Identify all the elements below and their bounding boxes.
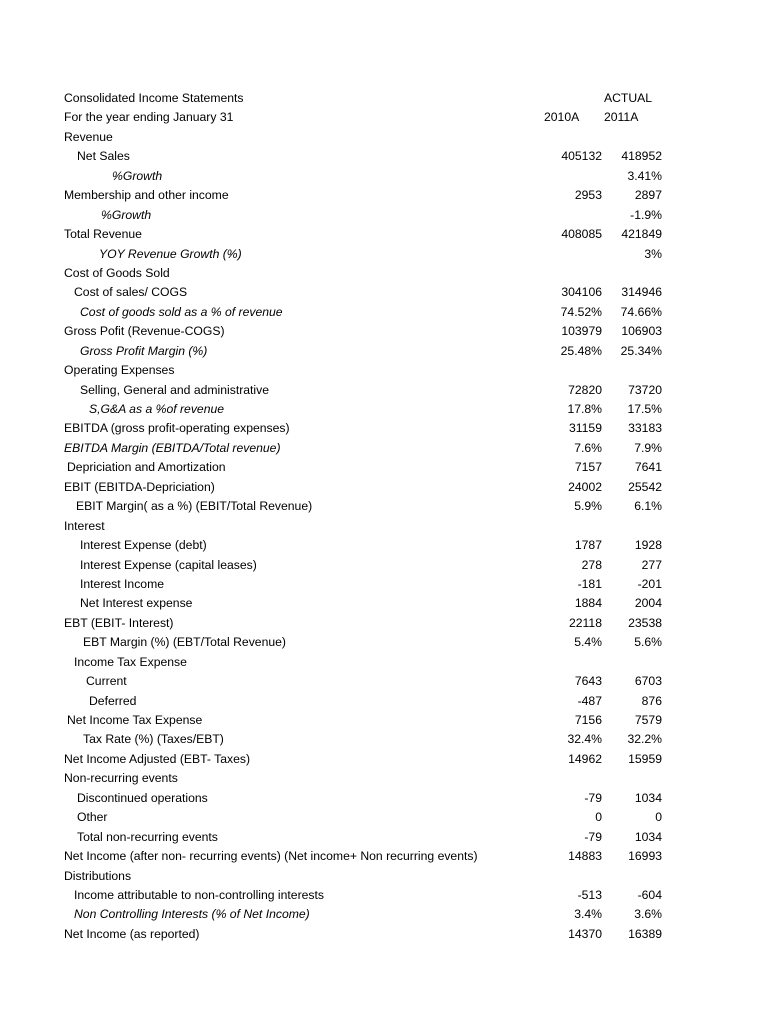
cell-2011a: 6.1% (634, 499, 662, 514)
cell-2010a: 31159 (569, 421, 602, 436)
cell-2011a: 1034 (634, 829, 662, 844)
cell-2010a: 72820 (568, 382, 602, 397)
row-label: S,G&A as a %of revenue (89, 402, 225, 416)
table-row (0, 167, 768, 186)
table-row (0, 419, 768, 438)
cell-2011a: -201 (637, 576, 662, 591)
cell-2010a: 17.8% (567, 402, 602, 416)
row-label: Distributions (64, 868, 132, 883)
row-label: Net Income Tax Expense (67, 713, 203, 727)
row-label: Current (86, 674, 127, 689)
cell-2011a: 0 (655, 810, 662, 825)
statement-title: Consolidated Income Statements (64, 91, 244, 105)
table-row (0, 147, 768, 166)
table-row (0, 439, 768, 458)
row-label: Selling, General and administrative (80, 382, 270, 397)
table-row (0, 653, 768, 672)
cell-2010a: 405132 (561, 149, 602, 164)
cell-2010a: 2953 (574, 188, 602, 203)
cell-2010a: 0 (595, 810, 602, 825)
cell-2011a: 2004 (634, 596, 662, 611)
table-row (0, 886, 768, 905)
row-label: Non-recurring events (64, 771, 178, 786)
row-label: EBIT (EBITDA-Depriciation) (64, 479, 215, 494)
cell-2011a: 7641 (634, 460, 662, 475)
table-row (0, 186, 768, 205)
table-row (0, 614, 768, 633)
cell-2011a: 3.6% (634, 907, 662, 922)
table-row (0, 381, 768, 400)
cell-2011a: -1.9% (630, 207, 662, 222)
cell-2011a: 16389 (628, 926, 662, 941)
table-row (0, 478, 768, 497)
row-label: Cost of Goods Sold (64, 265, 170, 280)
cell-2010a: -487 (577, 693, 602, 708)
row-label: %Growth (112, 168, 163, 183)
table-row (0, 497, 768, 516)
row-label: Net Income (after non- recurring events) (Net income+ Non recurring events) (64, 849, 478, 864)
row-label: Interest (64, 518, 105, 533)
table-row (0, 342, 768, 361)
cell-2011a: 23538 (628, 615, 662, 630)
table-row (0, 245, 768, 264)
cell-2010a: 103979 (561, 324, 602, 339)
cell-2010a: 1787 (574, 538, 602, 553)
cell-2011a: 314946 (621, 285, 662, 300)
row-label: Total non-recurring events (77, 829, 218, 844)
row-label: Gross Profit Margin (%) (80, 343, 208, 358)
row-label: Deferred (89, 693, 137, 708)
table-row (0, 536, 768, 555)
cell-2011a: 32.2% (627, 732, 662, 747)
cell-2011a: 6703 (634, 674, 662, 689)
row-label: EBT Margin (%) (EBT/Total Revenue) (83, 635, 286, 650)
row-label: Membership and other income (64, 188, 229, 203)
cell-2011a: 421849 (621, 227, 662, 242)
cell-2010a: 7643 (574, 674, 602, 689)
row-label: Total Revenue (64, 227, 142, 242)
row-label: Cost of goods sold as a % of revenue (80, 304, 283, 319)
table-row (0, 925, 768, 944)
cell-2011a: 1034 (634, 790, 662, 805)
table-row (0, 594, 768, 613)
cell-2010a: 7156 (574, 713, 602, 727)
cell-2011a: 16993 (628, 849, 662, 864)
cell-2010a: -79 (584, 790, 602, 805)
table-row (0, 361, 768, 380)
cell-2010a: 5.4% (574, 635, 602, 650)
row-label: %Growth (101, 207, 152, 222)
header-row-period (0, 108, 768, 127)
cell-2011a: 3.41% (627, 168, 662, 183)
cell-2010a: 24002 (568, 479, 602, 494)
cell-2010a: 304106 (561, 285, 602, 300)
cell-2010a: 3.4% (574, 907, 602, 922)
table-row (0, 556, 768, 575)
row-label: Cost of sales/ COGS (74, 285, 188, 300)
cell-2010a: 1884 (574, 596, 602, 611)
table-row (0, 750, 768, 769)
cell-2010a: 22118 (569, 615, 602, 630)
cell-2011a: 106903 (621, 324, 662, 339)
cell-2010a: -79 (584, 829, 602, 844)
actual-group-label: ACTUAL (604, 91, 653, 105)
cell-2011a: 74.66% (620, 304, 662, 319)
row-label: EBIT Margin( as a %) (EBIT/Total Revenue) (76, 499, 313, 514)
cell-2011a: 1928 (634, 538, 662, 553)
cell-2010a: 7.6% (574, 440, 602, 455)
cell-2011a: 25.34% (620, 343, 662, 358)
cell-2010a: 408085 (561, 227, 602, 242)
cell-2011a: 2897 (634, 188, 662, 203)
row-label: EBITDA Margin (EBITDA/Total revenue) (64, 440, 281, 455)
row-label: Interest Expense (capital leases) (80, 557, 257, 572)
income-statement-sheet (0, 89, 768, 944)
table-row (0, 867, 768, 886)
cell-2011a: 15959 (628, 751, 662, 766)
row-label: Revenue (64, 129, 113, 144)
row-label: Interest Expense (debt) (80, 538, 207, 553)
cell-2011a: 17.5% (627, 402, 662, 416)
row-label: Income Tax Expense (74, 654, 187, 669)
table-row (0, 303, 768, 322)
cell-2010a: 74.52% (560, 304, 602, 319)
row-label: Income attributable to non-controlling interests (74, 887, 324, 902)
table-row (0, 458, 768, 477)
column-header-2011a: 2011A (604, 110, 639, 125)
table-row (0, 847, 768, 866)
row-label: Net Income Adjusted (EBT- Taxes) (64, 751, 251, 766)
row-label: Net Income (as reported) (64, 926, 200, 941)
row-label: Operating Expenses (64, 363, 175, 378)
cell-2010a: 14962 (568, 751, 602, 766)
cell-2010a: 14883 (568, 849, 602, 864)
statement-period: For the year ending January 31 (64, 110, 234, 125)
row-label: EBITDA (gross profit-operating expenses) (64, 421, 290, 436)
cell-2011a: -604 (637, 887, 662, 902)
table-row (0, 828, 768, 847)
cell-2010a: -181 (577, 576, 602, 591)
row-label: Non Controlling Interests (% of Net Income) (74, 907, 310, 922)
cell-2011a: 5.6% (634, 635, 662, 650)
row-label: Depriciation and Amortization (67, 460, 226, 475)
row-label: Discontinued operations (77, 790, 208, 805)
cell-2010a: 14370 (568, 926, 602, 941)
row-label: Tax Rate (%) (Taxes/EBT) (83, 732, 224, 747)
row-label: Interest Income (80, 576, 164, 591)
row-label: Net Sales (77, 149, 130, 164)
table-row (0, 575, 768, 594)
row-label: Net Interest expense (80, 596, 193, 611)
cell-2011a: 876 (641, 693, 662, 708)
table-row (0, 711, 768, 730)
table-row (0, 692, 768, 711)
cell-2010a: -513 (577, 887, 602, 902)
cell-2010a: 32.4% (567, 732, 602, 747)
row-label: Gross Pofit (Revenue-COGS) (64, 324, 225, 339)
row-label: Other (77, 810, 108, 825)
table-row (0, 322, 768, 341)
table-row (0, 128, 768, 147)
cell-2010a: 7157 (574, 460, 602, 475)
cell-2011a: 7.9% (634, 440, 662, 455)
row-label: YOY Revenue Growth (%) (99, 246, 242, 261)
table-row (0, 730, 768, 749)
table-row (0, 206, 768, 225)
cell-2011a: 277 (641, 557, 662, 572)
cell-2011a: 418952 (621, 149, 662, 164)
table-row (0, 400, 768, 419)
table-row (0, 769, 768, 788)
table-row (0, 283, 768, 302)
cell-2010a: 278 (581, 557, 602, 572)
cell-2011a: 3% (644, 246, 662, 261)
cell-2011a: 7579 (634, 713, 662, 727)
row-label: EBT (EBIT- Interest) (64, 615, 174, 630)
column-header-2010a: 2010A (544, 110, 580, 125)
table-row (0, 633, 768, 652)
table-row (0, 905, 768, 924)
cell-2011a: 33183 (628, 421, 662, 436)
cell-2010a: 5.9% (574, 499, 602, 514)
cell-2011a: 73720 (628, 382, 662, 397)
statement-rows (0, 128, 768, 944)
table-row (0, 517, 768, 536)
table-row (0, 264, 768, 283)
table-row (0, 789, 768, 808)
cell-2011a: 25542 (628, 479, 662, 494)
cell-2010a: 25.48% (560, 343, 602, 358)
table-row (0, 225, 768, 244)
header-row-title (0, 89, 768, 108)
table-row (0, 808, 768, 827)
table-row (0, 672, 768, 691)
